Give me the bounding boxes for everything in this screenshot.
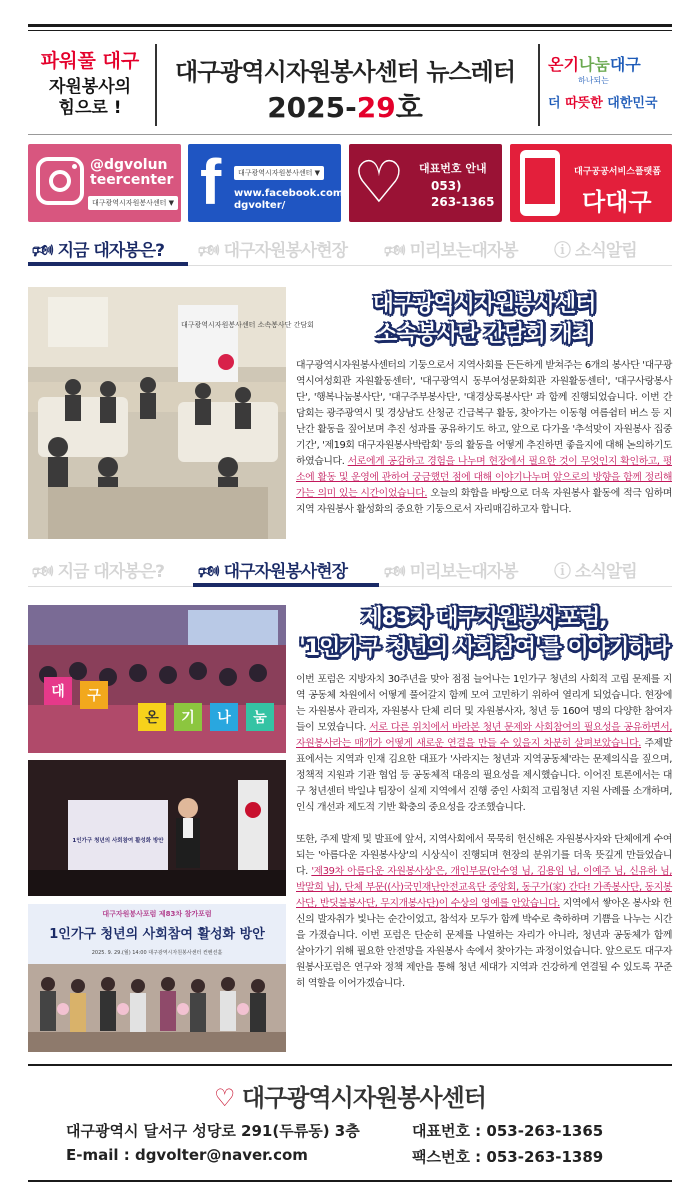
article1-photo [28, 287, 314, 539]
article1-body: 대구광역시자원봉사센터의 기둥으로서 지역사회를 든든하게 받쳐주는 6개의 봉사단 '대구광역시여성회관 자원활동센터', '대구광역시 동부여성문화회관 자원활동센터', '대구사랑봉사단', '행복나눔봉사단', '대구주부봉사단', '대경상록봉사단' 과 함께 진행되었습니다. 이번 간담회는 광주광역시 및 경상남도 산청군 긴급복구 활동, 찾아가는 이동형 여름쉼터 버스 등 지난간 활동을 짚어보며 추진 성과를 공유하기도 하고, 앞으로 다가올 '추석맞이 자원봉사 집중기간', '제19회 대구자원봉사박람회' 등의 활동을 어떻게 추진하면 좋을지에 대해 논의하기도 하였습니다. 서로에게 공감하고 경험을 나누며 현장에서 필요한 것이 무엇인지 확인하고, 평소에 활동 및 운영에 관하여 궁금했던 점에 대해 이야기나누며 앞으로의 방향을 함께 정리해 가는 의미 있는 시간이었습니다. 오늘의 화합을 바탕으로 더욱 자원봉사 활동에 적극 임하며 지역 자원봉사 활성화의 중요한 기둥으로서 자리매김하고자 합니다. [296, 360, 672, 515]
footer-email[interactable]: E-mail : dgvolter@naver.com [66, 1146, 308, 1164]
header-bottom-rule [28, 134, 672, 135]
phone-label: 대표번호 안내 [419, 162, 487, 175]
article2-paragraph-1: 이번 포럼은 지방자치 30주년을 맞아 점점 늘어나는 1인가구 청년의 사회적 고립 문제를 지역 공동체 차원에서 어떻게 풀어갈지 함께 모여 고민하기 위하여 열리게 되었습니다. 현장에는 자원봉사 관리자, 자원봉사 단체 리더 및 자원봉사자, 청년 등 160여 명의 다양한 참여자들이 모였습니다. 서로 다른 위치에서 바라본 청년 문제와 사회참여의 필요성을 공유하면서, 자원봉사라는 매개가 어떻게 새로운 연결을 만들 수 있을지 차분히 살펴보았습니다. 주제발표에서는 지역과 인재 김요한 대표가 '사라지는 청년과 지역공동체'라는 문제의식을 짚으며, 정책적 지원과 기관 협업 등 공동체적 대응의 필요성을 제시했습니다. 이어진 토론에서는 대구 청년센터 박일냐 팀장이 실제 지역에서 진행 중인 사회적 고립청년 지원 사례를 소개하며, 인식 개선과 제도적 기반 확충의 중요성을 강조했습니다. [296, 674, 672, 813]
placard-5: 나 [217, 710, 231, 726]
ongi-nanum-daegu-logo: 온기나눔대구 하나되는 더 따뜻한 대한민국 [548, 55, 658, 111]
phone-info-box[interactable] [349, 144, 502, 222]
megaphone-icon: 🕬 [198, 562, 224, 582]
instagram-box[interactable] [28, 144, 181, 222]
heart-icon: ♡ [353, 148, 405, 216]
footer-address: 대구광역시 달서구 성당로 291(두류동) 3층 [66, 1122, 360, 1140]
award-banner-sub: 2025. 9. 29.(월) 14:00 대구광역시자원봉사센터 컨벤션홀 [91, 950, 223, 956]
placard-2: 구 [87, 688, 101, 704]
newsletter-title: 대구광역시자원봉사센터 뉴스레터 [174, 58, 516, 86]
article2-paragraph-2: 또한, 주제 발제 및 발표에 앞서, 지역사회에서 묵묵히 헌신해온 자원봉사자와 단체에게 수여되는 '아름다운 자원봉사상'의 시상식이 진행되며 현장의 분위기를 더욱 뜻깊게 만들었습니다. '제39차 아름다운 자원봉사상'은, 개인부문(안수영 님, 김용임 님, 이예주 님, 신유하 님, 박말희 님), 단체 부문((사)국민재난안전교육단 중앙회, 동구가(家) 간다! 가족봉사단, 동지봉사단, 반딧불봉사단, 무지개봉사단)이 수상의 영예를 안았습니다. 지역에서 쌓아온 봉사와 헌신의 발자취가 빛나는 순간이었고, 참석자 모두가 함께 박수로 축하하며 기쁨을 나누는 시간을 가졌습니다. 이번 포럼은 단순히 문제를 나열하는 자리가 아니라, 청년과 공동체가 함께 살아가기 위해 필요한 안전망을 자원봉사 속에서 찾아가는 과정이었습니다. 앞으로도 대구자원봉사포럼은 연구와 정책 제안을 통해 청년 세대가 지역과 건강하게 연결될 수 있도록 꾸준히 역할을 이어가겠습니다. [296, 834, 672, 989]
meeting-room-photo [28, 287, 314, 539]
photo-banner-text: 1인가구 청년의 사회참여 활성화 방안 [72, 838, 164, 844]
dadaegu-subtitle: 대구공공서비스플랫폼 [574, 167, 661, 177]
header-divider-left [155, 44, 157, 126]
bottom-rule [28, 1180, 672, 1182]
article2-photo-speaker [28, 760, 286, 896]
article2-body [296, 672, 672, 992]
section-tabs-1 [28, 232, 672, 266]
instagram-icon [36, 157, 84, 205]
top-rule-thin [28, 30, 672, 31]
placard-6: 눔 [253, 710, 267, 726]
issue-number: 2025-29호 [267, 91, 423, 124]
award-photo [28, 904, 286, 1052]
top-rule-thick [28, 24, 672, 27]
slogan [28, 46, 152, 119]
tab-news[interactable]: ⓘ 소식알림 [554, 562, 637, 582]
section-tabs-2 [28, 553, 672, 587]
tab-now[interactable]: 🕬 지금 대자봉은? [32, 241, 164, 261]
placard-4: 기 [181, 710, 195, 726]
article2-highlight-1: 서로 다른 위치에서 바라본 청년 문제와 사회참여의 필요성을 공유하면서, 자원봉사라는 매개가 어떻게 새로운 연결을 만들 수 있을지 차분히 살펴보았습니다. [296, 722, 672, 749]
megaphone-icon: 🕬 [198, 241, 224, 261]
facebook-box[interactable] [188, 144, 347, 222]
phone-number: 053) 263-1365 [431, 179, 495, 209]
facebook-icon: f [200, 146, 222, 218]
tab-preview[interactable]: 🕬 미리보는대자봉 [384, 241, 518, 261]
article2-title: 제83차 대구자원봉사포럼, '1인가구 청년의 사회참여'를 이야기하다 [299, 606, 669, 661]
tab-field[interactable]: 🕬 대구자원봉사현장 [198, 241, 348, 261]
award-banner-top: 대구자원봉사포럼 제83차 참가포럼 [102, 910, 212, 918]
tab-now[interactable]: 🕬 지금 대자봉은? [32, 562, 164, 582]
footer-fax: 팩스번호 : 053-263-1389 [412, 1148, 604, 1166]
info-icon: ⓘ [554, 562, 575, 582]
slogan-line3: 힘으로 ! [58, 98, 122, 118]
tab-preview[interactable]: 🕬 미리보는대자봉 [384, 562, 518, 582]
smartphone-icon [520, 150, 560, 216]
placard-3: 온 [145, 710, 159, 726]
tab-field[interactable]: 🕬 대구자원봉사현장 [198, 562, 348, 582]
speaker-photo [28, 760, 286, 896]
info-icon: ⓘ [554, 241, 575, 261]
instagram-search-pill: 대구광역시자원봉사센터 ▼ [88, 196, 178, 210]
facebook-search-pill: 대구광역시자원봉사센터 ▼ [234, 166, 324, 180]
megaphone-icon: 🕬 [32, 241, 58, 261]
megaphone-icon: 🕬 [32, 562, 58, 582]
footer-rule [28, 1064, 672, 1066]
slogan-line1: 파워풀 대구 [40, 50, 140, 72]
dadaegu-box[interactable] [510, 144, 672, 222]
article1-highlight: 서로에게 공감하고 경험을 나누며 현장에서 필요한 것이 무엇인지 확인하고, 평소에 활동 및 운영에 관하여 궁금했던 점에 대해 이야기나누며 앞으로의 방향을 함께 정리해 가는 의미 있는 시간이었습니다. [296, 456, 672, 499]
heart-logo-icon: ♡ [214, 1084, 235, 1112]
megaphone-icon: 🕬 [384, 562, 410, 582]
photo-sign-text: 대구광역시자원봉사센터 소속봉사단 간담회 [181, 321, 314, 329]
article1-title: 대구광역시자원봉사센터 소속봉사단 간담회 개최 [372, 292, 596, 347]
article2-photo-group [28, 605, 286, 753]
article2-highlight-2: '제39차 아름다운 자원봉사상'은, 개인부문(안수영 님, 김용임 님, 이예주 님, 신유하 님, 박말희 님), 단체 부문((사)국민재난안전교육단 중앙회, 동구가(家) 간다! 가족봉사단, 동지봉사단, 반딧불봉사단, 무지개봉사단)이 수상의 영예를 안았습니다. [296, 866, 672, 909]
slogan-line2: 자원봉사의 [48, 77, 132, 97]
placard-1: 대 [51, 684, 65, 700]
footer-phone: 대표번호 : 053-263-1365 [412, 1122, 604, 1140]
footer-logo: ♡ 대구광역시자원봉사센터 [214, 1084, 486, 1112]
article2-photo-award [28, 904, 286, 1052]
instagram-handle: @dgvolun teercenter [90, 157, 174, 188]
header-divider-right [538, 44, 540, 126]
award-banner-title: 1인가구 청년의 사회참여 활성화 방안 [49, 927, 265, 942]
facebook-url: www.facebook.com/ dgvolter/ [234, 188, 347, 211]
megaphone-icon: 🕬 [384, 241, 410, 261]
dadaegu-name: 다대구 [582, 188, 652, 216]
tab-news[interactable]: ⓘ 소식알림 [554, 241, 637, 261]
group-photo-audience [28, 605, 286, 753]
